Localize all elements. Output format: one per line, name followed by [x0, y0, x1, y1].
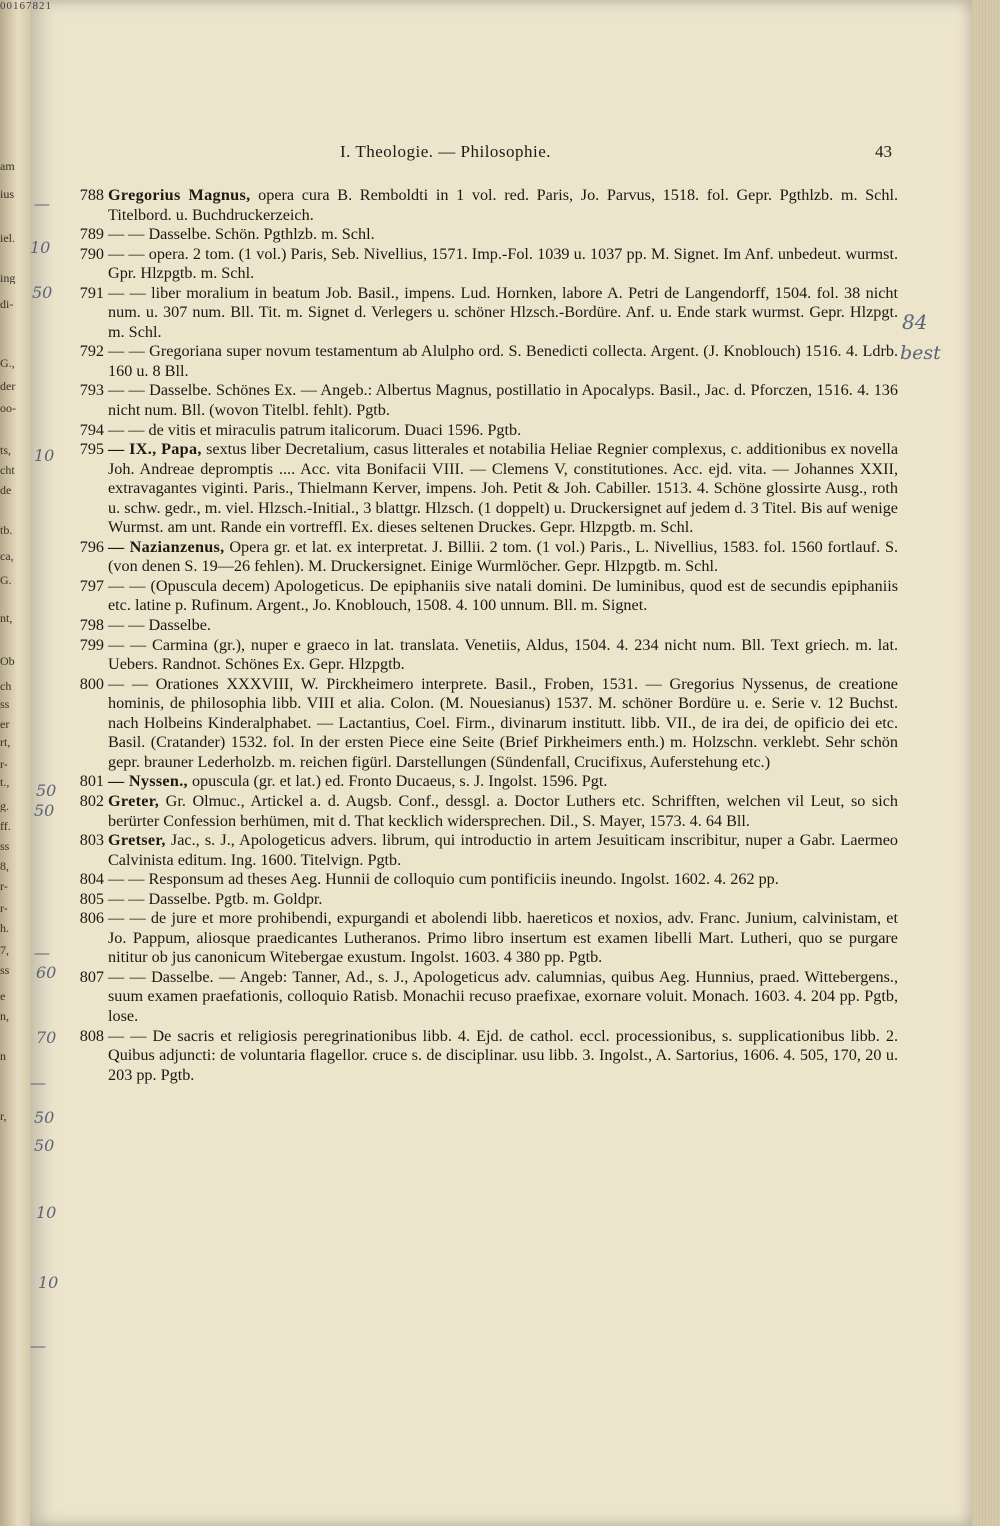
entry-text: — — De sacris et religiosis peregrinationibus libb. 4. Ejd. de cathol. eccl. processionibus, s. supplicationibus libb. 2. Quibus adjuncti: de voluntaria flagellor. cruce s. de disciplinar. usu libb. 3. Ingolst., A. Sartorius, 1606. 4. 505, 170, 20 u. 203 pp. Pgtb.	[108, 1026, 898, 1084]
catalog-entry	[78, 792, 898, 831]
entry-number: 807	[79, 967, 104, 986]
spine-fragment: ca,	[0, 550, 14, 562]
right-margin-mark: best	[900, 342, 941, 364]
spine-fragment: rt,	[0, 736, 11, 748]
entry-number: 800	[79, 674, 104, 693]
entry-number: 797	[79, 576, 104, 595]
entry-number: 791	[79, 283, 104, 302]
spine-fragment: cht	[0, 464, 15, 476]
spine-fragment: ss	[0, 964, 10, 976]
page-edges	[972, 0, 1000, 1526]
entry-text: — — opera. 2 tom. (1 vol.) Paris, Seb. Nivellius, 1571. Imp.-Fol. 1039 u. 1037 pp. M. Signet. Im Anf. unbedeut. wurmst. Gpr. Hlzpgtb. m. Schl.	[108, 244, 898, 283]
page-title: I. Theologie. — Philosophie.	[340, 142, 552, 161]
spine-fragment: Ob	[0, 655, 15, 667]
margin-mark: 50	[34, 1136, 55, 1155]
spine-fragment: G.,	[0, 357, 15, 369]
spine-fragment: der	[0, 380, 16, 392]
running-header	[100, 142, 892, 168]
entry-text: Opera gr. et lat. ex interpretat. J. Billii. 2 tom. (1 vol.) Paris., L. Nivellius, 1583. fol. 1560 fortlauf. S. (von denen S. 19—26 fehlen). M. Druckersignet. Einige Wurmlöcher. Gepr. Hlzpgtb. m. Schl.	[108, 537, 899, 576]
spine-fragment: di-	[0, 298, 14, 310]
entry-text: sextus liber Decretalium, casus litterales et notabilia Heliae Regnier complexus, c. additionibus ex novella Joh. Andreae depromptis .... Acc. vita Bonifacii VIII. — Clemens V, constitutiones. Acc. ejd. vita. — Johannes XXII, extravagantes viginti. Paris., Thielmann Kerver, impens. Joh. Petit & Joh. Cabiller. 1513. 4. Schöne glossirte Ausg., roth u. schw. gedr., m. viel. Hlzsch.-Initial., 3 blattgr. Hlzsch. (1 doppelt) u. Druckersignet auf jedem d. 3 Titel. Bis auf wenige Wurmst. am unt. Rande ein vortreffl. Ex. dieses seltenen Druckes. Gepr. Hlzpgtb. m. Schl.	[108, 440, 899, 537]
spine-fragment: r-	[0, 758, 8, 770]
entry-number: 799	[79, 635, 104, 654]
margin-mark: 50	[32, 283, 53, 302]
margin-mark: 50	[36, 781, 57, 800]
entry-number: 795	[79, 440, 104, 459]
entry-number: 802	[79, 791, 104, 810]
margin-mark: —	[34, 194, 50, 213]
entry-author: Greter,	[108, 791, 160, 810]
catalog-entry	[78, 1027, 898, 1086]
catalog-entry	[78, 890, 898, 910]
spine-fragment: tb.	[0, 524, 13, 536]
entry-number: 790	[79, 244, 104, 263]
spine-fragment: nt,	[0, 612, 13, 624]
entry-author: Gregorius Magnus,	[108, 186, 251, 204]
spine-fragment: ts,	[0, 444, 12, 456]
catalog-entry	[78, 831, 898, 870]
entry-text: opera cura B. Remboldti in 1 vol. red. Paris, Jo. Parvus, 1518. fol. Gepr. Pgthlzb. m. Schl. Titelbord. u. Buchdruckerzeich.	[108, 186, 898, 224]
catalog-entry	[78, 577, 898, 616]
entry-number: 793	[79, 381, 104, 400]
margin-mark: 10	[30, 238, 51, 257]
spine-fragment: n,	[0, 1010, 9, 1022]
margin-mark: 50	[34, 801, 55, 820]
entry-text: — — de vitis et miraculis patrum italicorum. Duaci 1596. Pgtb.	[108, 420, 522, 439]
catalog-entry	[78, 636, 898, 675]
entry-number: 788	[79, 186, 104, 204]
entry-text: — — Carmina (gr.), nuper e graeco in lat. translata. Venetiis, Aldus, 1504. 4. 234 nicht num. Bll. Text griech. m. lat. Uebers. Randnot. Schönes Ex. Gepr. Hlzpgtb.	[108, 635, 898, 674]
catalog-entry	[78, 342, 898, 381]
spine-fragment: e	[0, 990, 6, 1002]
catalog-entry	[78, 440, 898, 538]
entry-text: — — Dasselbe. — Angeb: Tanner, Ad., s. J., Apologeticus adv. calumnias, quibus Aeg. Hunnius, praed. Wittebergens., suum examen praefationis, colloquio Ratisb. Monachii recuso praefixae, exornare voluit. Monach. 1603. 4. 204 pp. Pgtb, lose.	[108, 967, 898, 1025]
margin-mark: —	[30, 1336, 46, 1355]
spine-fragment: er	[0, 718, 10, 730]
entry-text: — — de jure et more prohibendi, expurgandi et abolendi libb. haereticos et noxios, adv. Franc. Junium, calvinistam, et Jo. Pappum, aliosque praedicantes Lutheranos. Primo libro insertum est examen libelli Mart. Lutheri, quo se purgare nititur ob jus canonicum Witebergae exustum. Ingolst. 1603. 4 380 pp. Pgtb.	[108, 909, 898, 967]
catalog-entry	[78, 421, 898, 441]
entry-number: 789	[79, 225, 104, 244]
spine-fragment: 8,	[0, 860, 9, 872]
spine-fragment: oo-	[0, 402, 16, 414]
spine-fragment: iel.	[0, 232, 15, 244]
catalog-entry	[78, 675, 898, 773]
spine-fragment: de	[0, 484, 12, 496]
catalog-entries	[78, 186, 898, 1085]
catalog-entry	[78, 616, 898, 636]
catalog-entry	[78, 870, 898, 890]
spine-fragment: r-	[0, 880, 8, 892]
entry-number: 805	[79, 889, 104, 908]
entry-text: opuscula (gr. et lat.) ed. Fronto Ducaeus, s. J. Ingolst. 1596. Pgt.	[191, 772, 608, 791]
entry-number: 806	[79, 909, 104, 928]
margin-mark: 10	[36, 1203, 57, 1222]
catalog-entry	[78, 245, 898, 284]
entry-author: Gretser,	[108, 831, 166, 850]
spine-fragment: t.,	[0, 776, 10, 788]
entry-number: 803	[79, 831, 104, 850]
margin-mark: 10	[38, 1273, 59, 1292]
entry-author: — Nyssen.,	[108, 772, 188, 791]
spine-fragment: r-	[0, 902, 8, 914]
spine-fragment: ss	[0, 698, 10, 710]
entry-number: 804	[79, 870, 104, 889]
margin-mark: 50	[34, 1108, 55, 1127]
entry-text: — — Dasselbe.	[108, 616, 211, 635]
entry-number: 796	[79, 537, 104, 556]
entry-author: — Nazianzenus,	[108, 537, 225, 556]
margin-mark: —	[34, 943, 50, 962]
spine-fragment: ing	[0, 272, 16, 284]
entry-number: 808	[79, 1026, 104, 1045]
catalog-entry	[78, 772, 898, 792]
spine-fragment: ff.	[0, 820, 11, 832]
spine-fragment: am	[0, 160, 15, 172]
catalog-entry	[78, 284, 898, 343]
catalog-entry	[78, 909, 898, 968]
spine-fragment: ss	[0, 840, 10, 852]
entry-text: — — Gregoriana super novum testamentum ab Alulpho ord. S. Benedicti collecta. Argent. (J. Knoblouch) 1516. 4. Ldrb. 160 u. 8 Bll.	[108, 342, 898, 380]
entry-number: 801	[79, 772, 104, 791]
entry-text: — — Orationes XXXVIII, W. Pirckheimero interprete. Basil., Froben, 1531. — Gregorius Nyssenus, de creatione hominis, de philosophia libb. VIII et alia. Colon. (M. Nouesianus) 1537. M. schöner Bordüre u. e. Serie v. 12 Buchst. nach Holbeins Kinderalphabet. — Lactantius, Coel. Firm., divinarum institutt. libb. VII., de ira dei, de opificio dei etc. Basil. (Cratander) 1532. fol. In der ersten Piece eine Seite (Brief Pirkheimers enth.) m. Holzschn. verklebt. Sehr schön gepr. brauner Lederholzb. m. reichen figürl. Darstellungen (Sündenfall, Crucifixus, Auferstehung etc.)	[108, 674, 898, 771]
margin-mark: 70	[36, 1028, 57, 1047]
page-number: 43	[875, 142, 892, 161]
top-cut-label: 00167821	[0, 0, 52, 12]
entry-number: 794	[79, 420, 104, 439]
catalog-entry	[78, 968, 898, 1027]
spine-fragment: G.	[0, 574, 12, 586]
spine-fragment: g.	[0, 800, 9, 812]
right-margin-mark: 84	[902, 310, 928, 334]
entry-text: — — liber moralium in beatum Job. Basil., impens. Lud. Hornken, labore A. Petri de Langendorff, 1504. fol. 38 nicht num. u. 307 num. Bll. Tit. m. Signet d. Verlegers u. schöner Hlzsch.-Bordüre. Anf. u. Ende stark wurmst. Gepr. Hlzpgt. m. Schl.	[108, 283, 898, 341]
entry-number: 798	[79, 616, 104, 635]
margin-mark: —	[30, 1073, 46, 1092]
margin-mark: 10	[34, 446, 55, 465]
spine-fragment: r,	[0, 1110, 7, 1122]
margin-mark: 60	[36, 963, 57, 982]
entry-text: — — (Opuscula decem) Apologeticus. De epiphaniis sive natali domini. De luminibus, quod est de secundis epiphaniis etc. latine p. Rufinum. Argent., Jo. Knoblouch, 1508. 4. 100 unnum. Bll. m. Signet.	[108, 576, 898, 615]
spine-fragment: ch	[0, 680, 12, 692]
entry-text: — — Dasselbe. Schön. Pgthlzb. m. Schl.	[108, 225, 375, 244]
catalog-entry	[78, 225, 898, 245]
catalog-entry	[78, 186, 898, 225]
spine-fragment: h.	[0, 922, 9, 934]
entry-number: 792	[79, 342, 104, 361]
entry-text: — — Dasselbe. Schönes Ex. — Angeb.: Albertus Magnus, postillatio in Apocalyps. Basil., Jac. d. Pforczen, 1516. 4. 136 nicht num. Bll. (wovon Titelbl. fehlt). Pgtb.	[108, 381, 898, 420]
entry-text: Jac., s. J., Apologeticus advers. librum, qui introductio in artem Jesuiticam inscribitur, nuper a Gabr. Laermeo Calvinista editum. Ing. 1600. Titelvign. Pgtb.	[108, 831, 898, 869]
entry-text: Gr. Olmuc., Artickel a. d. Augsb. Conf., dessgl. a. Doctor Luthers etc. Schrifften, welchen vil Leut, so sich berürter Confession berhümen, mit d. That kecklich widersprechen. Dil., S. Mayer, 1573. 4. 64 Bll.	[108, 791, 898, 830]
spine-fragment: ius	[0, 188, 15, 200]
catalog-entry	[78, 538, 898, 577]
entry-author: — IX., Papa,	[108, 440, 202, 459]
spine-fragment: n	[0, 1050, 6, 1062]
spine-fragment: 7,	[0, 944, 9, 956]
catalog-entry	[78, 381, 898, 420]
entry-text: — — Dasselbe. Pgtb. m. Goldpr.	[108, 889, 323, 908]
entry-text: — — Responsum ad theses Aeg. Hunnii de colloquio cum pontificiis ineundo. Ingolst. 1602. 4. 262 pp.	[108, 870, 779, 889]
